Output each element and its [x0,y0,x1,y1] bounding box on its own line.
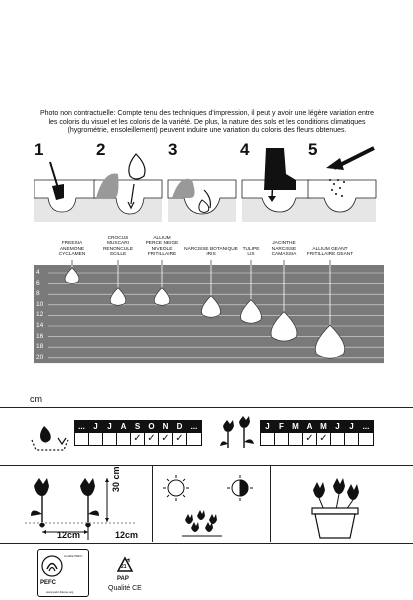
flowering-calendar [260,420,374,446]
calendar-month-label: J [89,421,102,433]
bulb-label: ALLIUM PERCE NEIGE NIVEOLE FRITILLAIRE [145,235,179,258]
divider [270,466,271,542]
calendar-month-label: M [289,421,302,433]
calendar-check [289,433,302,445]
calendar-month-cell [317,421,331,445]
bulb-label: NARCISSE BOTANIQUE IRIS [184,246,238,258]
calendar-check [89,433,102,445]
calendar-month-cell [303,421,317,445]
calendar-check [331,433,344,445]
planting-steps-illustration [34,140,384,225]
disclaimer-text: Photo non contractuelle: Compte tenu des techniques d'impression, il peut y avoir une légère variation entre les coloris du visuel et les coloris de la variété. De plus, la nature des sols et les conditions climatiques (hygrométrie, ensoleillement) peuvent induire une variation du coloris des fleurs obtenues. [39,110,375,135]
calendar-month-cell [75,421,89,445]
divider [0,407,413,408]
calendar-month-label: J [261,421,274,433]
calendar-month-cell [289,421,303,445]
spacing-between-value: 12cm [57,530,81,540]
divider [152,466,153,542]
depth-tick-label: 12 [36,311,44,319]
flowerbed-icon [185,510,217,532]
depth-tick-label: 10 [36,300,44,308]
calendar-month-cell [331,421,345,445]
bulb-label: JACINTHE NARCISSE CAMASSIA [271,241,297,258]
spacing-diagram [25,466,145,542]
exposure-diagram [160,474,270,540]
calendar-check [345,433,358,445]
step-number-5: 5 [308,140,318,159]
planting-period-icon [28,418,72,452]
calendar-check [103,433,116,445]
depth-tick-label: 18 [36,343,44,351]
calendar-month-label: D [173,421,186,433]
half-shade-icon [227,475,253,501]
calendar-check: ✓ [319,433,328,444]
depth-tick-label: 8 [36,290,40,298]
depth-tick-label: 14 [36,322,44,329]
step-number-2: 2 [96,140,106,159]
bulb-label: FREESIA ANEMONE CYCLAMEN [58,241,86,258]
recycle-code: PAP [117,576,129,582]
pot-planting-icon [300,474,370,540]
quality-label: Qualité CE [108,585,142,592]
bulb-depth-chart [0,230,413,405]
bulb-label: TULIPE LIS [242,246,260,258]
depth-tick-label: 20 [36,353,44,361]
divider [0,465,413,466]
bulb-label: ALLIUM GEANT FRITILLAIRE GEANT [306,246,354,258]
sun-icon [163,475,189,501]
depth-unit-label: cm [30,394,42,404]
pefc-logo-text: PEFC [40,580,57,586]
calendar-check [75,433,88,445]
recycle-number: 21 [121,564,127,570]
calendar-month-label: O [145,421,158,433]
calendar-month-label: ... [187,421,201,433]
calendar-check: ✓ [175,433,184,444]
calendar-month-label: F [275,421,288,433]
calendar-month-cell [159,421,173,445]
step-number-4: 4 [240,140,250,159]
calendar-month-label: A [117,421,130,433]
calendar-check [187,433,201,445]
calendar-month-cell [103,421,117,445]
calendar-month-label: ... [359,421,373,433]
calendar-check [117,433,130,445]
calendar-check [261,433,274,445]
step-number-1: 1 [34,140,44,159]
spacing-depth-value: 12cm [115,530,139,540]
calendar-month-cell [187,421,201,445]
calendar-month-cell [275,421,289,445]
calendar-check: ✓ [147,433,156,444]
calendar-month-label: A [303,421,316,433]
bulb-icon [129,154,145,179]
calendar-month-cell [173,421,187,445]
calendar-month-label: M [317,421,330,433]
pefc-cert-text: Certifié PEFC [64,554,83,558]
calendar-month-label: J [345,421,358,433]
calendar-check: ✓ [161,433,170,444]
pefc-url: www.pefc-france.org [46,590,74,594]
calendar-check [275,433,288,445]
step-number-3: 3 [168,140,178,159]
planting-calendar [74,420,202,446]
calendar-month-label: N [159,421,172,433]
recycle-icon [115,556,135,576]
calendar-month-cell [359,421,373,445]
calendar-month-label: ... [75,421,88,433]
calendar-month-cell [117,421,131,445]
calendar-month-cell [89,421,103,445]
flowering-period-icon [218,416,258,450]
calendar-month-cell [145,421,159,445]
depth-tick-label: 6 [36,279,40,287]
planting-steps [34,140,384,225]
divider [0,543,413,544]
depth-tick-label: 4 [36,269,40,276]
calendar-check [359,433,373,445]
calendar-month-label: S [131,421,144,433]
pefc-certification [37,549,89,597]
calendar-check: ✓ [133,433,142,444]
bulb-label: CROCUS MUSCARI RENONCULE SCILLE [102,235,134,258]
calendar-month-cell [345,421,359,445]
calendar-month-label: J [103,421,116,433]
calendar-month-label: J [331,421,344,433]
spacing-height-value: 30 cm [111,466,121,492]
depth-tick-label: 16 [36,332,44,340]
calendar-month-cell [131,421,145,445]
calendar-month-cell [261,421,275,445]
calendar-check: ✓ [305,433,314,444]
